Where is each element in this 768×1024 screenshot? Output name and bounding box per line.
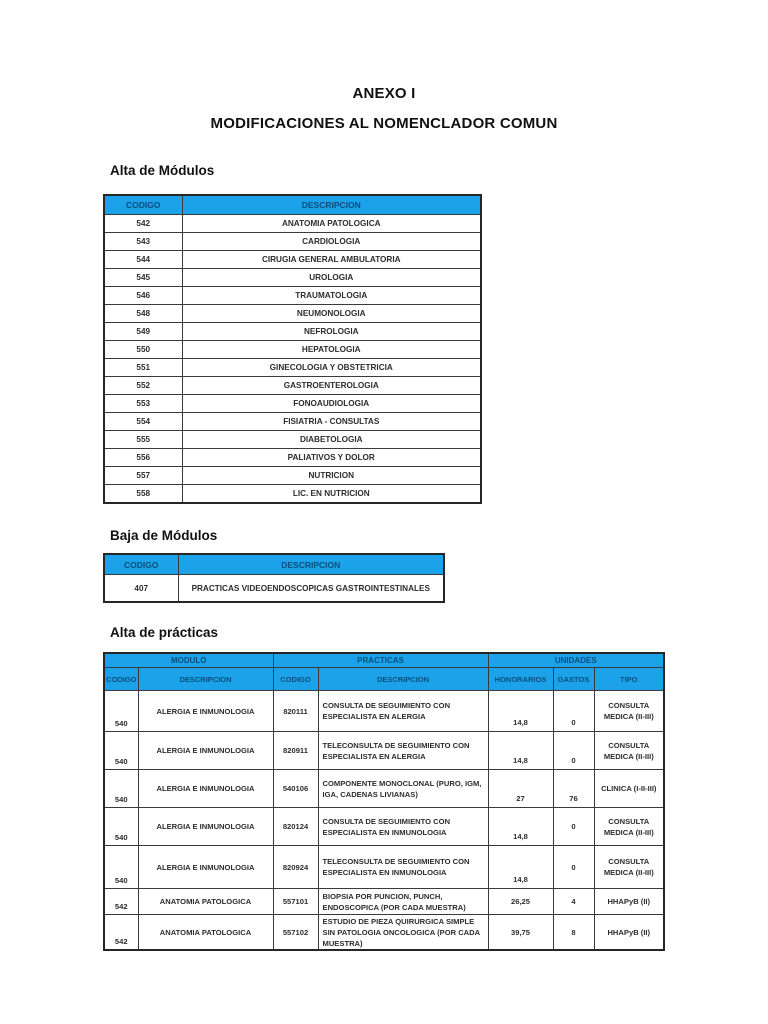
document-title: ANEXO I bbox=[352, 85, 416, 102]
cell-practica_descripcion: BIOPSIA POR PUNCION, PUNCH, ENDOSCOPICA (POR CADA MUESTRA) bbox=[318, 889, 488, 915]
cell-practica_descripcion: CONSULTA DE SEGUIMIENTO CON ESPECIALISTA EN ALERGIA bbox=[318, 691, 488, 732]
cell-codigo: 558 bbox=[104, 485, 182, 504]
table-body bbox=[104, 691, 664, 951]
cell-gastos: 0 bbox=[553, 808, 594, 846]
cell-descripcion: UROLOGIA bbox=[182, 269, 481, 287]
cell-descripcion: HEPATOLOGIA bbox=[182, 341, 481, 359]
cell-modulo_codigo: 540 bbox=[104, 770, 138, 808]
column-header-practica-descripcion: DESCRIPCION bbox=[318, 668, 488, 691]
table-header bbox=[104, 554, 444, 575]
cell-codigo: 557 bbox=[104, 467, 182, 485]
cell-descripcion: ANATOMIA PATOLOGICA bbox=[182, 215, 481, 233]
cell-practica_descripcion: ESTUDIO DE PIEZA QUIRURGICA SIMPLE SIN PATOLOGIA ONCOLOGICA (POR CADA MUESTRA) bbox=[318, 915, 488, 951]
group-header-unidades: UNIDADES bbox=[488, 653, 664, 668]
cell-tipo: CONSULTA MEDICA (II-III) bbox=[594, 691, 664, 732]
cell-honorarios: 14,8 bbox=[488, 732, 553, 770]
header-row bbox=[104, 195, 481, 215]
cell-gastos: 8 bbox=[553, 915, 594, 951]
table-row bbox=[104, 808, 664, 846]
cell-modulo_descripcion: ALERGIA E INMUNOLOGIA bbox=[138, 846, 273, 889]
cell-modulo_descripcion: ALERGIA E INMUNOLOGIA bbox=[138, 770, 273, 808]
cell-descripcion: DIABETOLOGIA bbox=[182, 431, 481, 449]
cell-modulo_descripcion: ALERGIA E INMUNOLOGIA bbox=[138, 732, 273, 770]
header-row bbox=[104, 554, 444, 575]
cell-modulo_descripcion: ANATOMIA PATOLOGICA bbox=[138, 915, 273, 951]
cell-codigo: 544 bbox=[104, 251, 182, 269]
table-row bbox=[104, 413, 481, 431]
column-header-modulo-codigo: CODIGO bbox=[104, 668, 138, 691]
alta-practicas-table bbox=[103, 652, 665, 951]
table-row bbox=[104, 287, 481, 305]
cell-codigo: 551 bbox=[104, 359, 182, 377]
table-row bbox=[104, 251, 481, 269]
column-header-descripcion: DESCRIPCION bbox=[182, 195, 481, 215]
cell-descripcion: TRAUMATOLOGIA bbox=[182, 287, 481, 305]
cell-descripcion: GINECOLOGIA Y OBSTETRICIA bbox=[182, 359, 481, 377]
cell-gastos: 0 bbox=[553, 732, 594, 770]
cell-practica_descripcion: TELECONSULTA DE SEGUIMIENTO CON ESPECIALISTA EN ALERGIA bbox=[318, 732, 488, 770]
cell-descripcion: LIC. EN NUTRICION bbox=[182, 485, 481, 504]
table-row bbox=[104, 732, 664, 770]
cell-honorarios: 14,8 bbox=[488, 846, 553, 889]
cell-practica_codigo: 820124 bbox=[273, 808, 318, 846]
table-row bbox=[104, 305, 481, 323]
cell-modulo_descripcion: ANATOMIA PATOLOGICA bbox=[138, 889, 273, 915]
table-body bbox=[104, 215, 481, 504]
column-header-descripcion: DESCRIPCION bbox=[178, 554, 444, 575]
table-row bbox=[104, 233, 481, 251]
cell-descripcion: NEFROLOGIA bbox=[182, 323, 481, 341]
table-row bbox=[104, 341, 481, 359]
cell-codigo: 548 bbox=[104, 305, 182, 323]
table-row bbox=[104, 449, 481, 467]
section-heading-alta-practicas: Alta de prácticas bbox=[110, 625, 219, 640]
section-heading-alta-modulos: Alta de Módulos bbox=[110, 163, 215, 178]
cell-descripcion: PALIATIVOS Y DOLOR bbox=[182, 449, 481, 467]
group-header-modulo: MODULO bbox=[104, 653, 273, 668]
header-row bbox=[104, 668, 664, 691]
cell-honorarios: 27 bbox=[488, 770, 553, 808]
table-row bbox=[104, 269, 481, 287]
cell-practica_descripcion: COMPONENTE MONOCLONAL (PURO, IGM, IGA, CADENAS LIVIANAS) bbox=[318, 770, 488, 808]
cell-descripcion: CIRUGIA GENERAL AMBULATORIA bbox=[182, 251, 481, 269]
cell-codigo: 556 bbox=[104, 449, 182, 467]
cell-tipo: HHAPyB (II) bbox=[594, 889, 664, 915]
table-body bbox=[104, 575, 444, 603]
table-row bbox=[104, 770, 664, 808]
cell-descripcion: NEUMONOLOGIA bbox=[182, 305, 481, 323]
cell-descripcion: PRACTICAS VIDEOENDOSCOPICAS GASTROINTESTINALES bbox=[178, 575, 444, 603]
cell-practica_codigo: 820911 bbox=[273, 732, 318, 770]
cell-tipo: CONSULTA MEDICA (II-III) bbox=[594, 808, 664, 846]
cell-tipo: CLINICA (I-II-III) bbox=[594, 770, 664, 808]
cell-descripcion: CARDIOLOGIA bbox=[182, 233, 481, 251]
cell-descripcion: FISIATRIA - CONSULTAS bbox=[182, 413, 481, 431]
alta-modulos-table bbox=[103, 194, 482, 504]
cell-codigo: 550 bbox=[104, 341, 182, 359]
table-row bbox=[104, 691, 664, 732]
cell-codigo: 545 bbox=[104, 269, 182, 287]
cell-practica_descripcion: CONSULTA DE SEGUIMIENTO CON ESPECIALISTA EN INMUNOLOGIA bbox=[318, 808, 488, 846]
cell-codigo: 555 bbox=[104, 431, 182, 449]
cell-descripcion: NUTRICION bbox=[182, 467, 481, 485]
cell-tipo: CONSULTA MEDICA (II-III) bbox=[594, 846, 664, 889]
cell-modulo_codigo: 540 bbox=[104, 732, 138, 770]
cell-honorarios: 14,8 bbox=[488, 808, 553, 846]
cell-honorarios: 39,75 bbox=[488, 915, 553, 951]
table-row bbox=[104, 323, 481, 341]
cell-practica_codigo: 820924 bbox=[273, 846, 318, 889]
table-row bbox=[104, 485, 481, 504]
table-row bbox=[104, 395, 481, 413]
cell-tipo: CONSULTA MEDICA (II-III) bbox=[594, 732, 664, 770]
table-row bbox=[104, 889, 664, 915]
cell-codigo: 554 bbox=[104, 413, 182, 431]
column-header-modulo-descripcion: DESCRIPCION bbox=[138, 668, 273, 691]
cell-modulo_codigo: 540 bbox=[104, 691, 138, 732]
table-header bbox=[104, 653, 664, 691]
cell-gastos: 0 bbox=[553, 846, 594, 889]
cell-modulo_codigo: 542 bbox=[104, 915, 138, 951]
table-row bbox=[104, 467, 481, 485]
column-header-gastos: GASTOS bbox=[553, 668, 594, 691]
cell-honorarios: 26,25 bbox=[488, 889, 553, 915]
cell-practica_descripcion: TELECONSULTA DE SEGUIMIENTO CON ESPECIALISTA EN INMUNOLOGIA bbox=[318, 846, 488, 889]
cell-codigo: 553 bbox=[104, 395, 182, 413]
cell-codigo: 407 bbox=[104, 575, 178, 603]
table-row bbox=[104, 915, 664, 951]
cell-descripcion: FONOAUDIOLOGIA bbox=[182, 395, 481, 413]
table-row bbox=[104, 575, 444, 603]
cell-codigo: 552 bbox=[104, 377, 182, 395]
column-header-honorarios: HONORARIOS bbox=[488, 668, 553, 691]
baja-modulos-table bbox=[103, 553, 445, 603]
cell-descripcion: GASTROENTEROLOGIA bbox=[182, 377, 481, 395]
cell-tipo: HHAPyB (II) bbox=[594, 915, 664, 951]
group-header-row bbox=[104, 653, 664, 668]
cell-practica_codigo: 557102 bbox=[273, 915, 318, 951]
group-header-practicas: PRACTICAS bbox=[273, 653, 488, 668]
cell-modulo_descripcion: ALERGIA E INMUNOLOGIA bbox=[138, 808, 273, 846]
cell-gastos: 76 bbox=[553, 770, 594, 808]
cell-modulo_codigo: 540 bbox=[104, 808, 138, 846]
column-header-codigo: CODIGO bbox=[104, 554, 178, 575]
table-header bbox=[104, 195, 481, 215]
column-header-practica-codigo: CODIGO bbox=[273, 668, 318, 691]
cell-codigo: 546 bbox=[104, 287, 182, 305]
cell-codigo: 543 bbox=[104, 233, 182, 251]
cell-modulo_codigo: 542 bbox=[104, 889, 138, 915]
table-row bbox=[104, 359, 481, 377]
cell-practica_codigo: 557101 bbox=[273, 889, 318, 915]
table-row bbox=[104, 215, 481, 233]
cell-codigo: 549 bbox=[104, 323, 182, 341]
cell-practica_codigo: 540106 bbox=[273, 770, 318, 808]
cell-codigo: 542 bbox=[104, 215, 182, 233]
table-row bbox=[104, 431, 481, 449]
cell-gastos: 4 bbox=[553, 889, 594, 915]
table-row bbox=[104, 377, 481, 395]
cell-modulo_codigo: 540 bbox=[104, 846, 138, 889]
cell-gastos: 0 bbox=[553, 691, 594, 732]
cell-practica_codigo: 820111 bbox=[273, 691, 318, 732]
column-header-codigo: CODIGO bbox=[104, 195, 182, 215]
section-heading-baja-modulos: Baja de Módulos bbox=[110, 528, 218, 543]
document-subtitle: MODIFICACIONES AL NOMENCLADOR COMUN bbox=[210, 115, 558, 132]
cell-honorarios: 14,8 bbox=[488, 691, 553, 732]
cell-modulo_descripcion: ALERGIA E INMUNOLOGIA bbox=[138, 691, 273, 732]
column-header-tipo: TIPO bbox=[594, 668, 664, 691]
table-row bbox=[104, 846, 664, 889]
